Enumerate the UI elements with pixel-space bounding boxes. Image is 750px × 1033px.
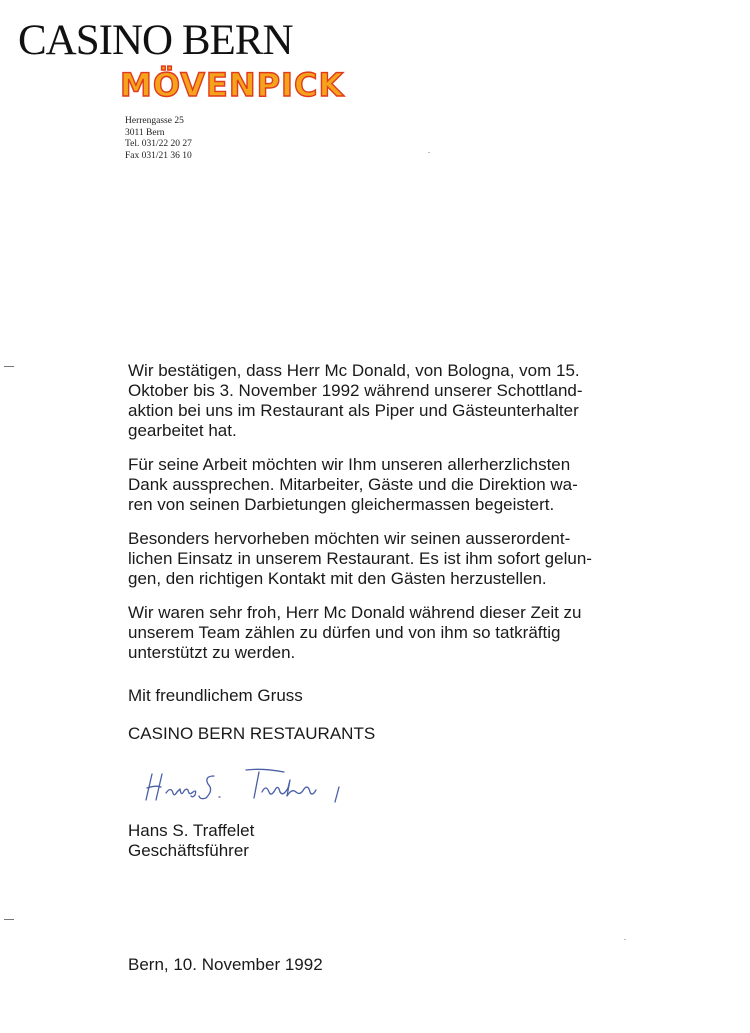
body-line: unserem Team zählen zu dürfen und von ihm so tatkräftig (128, 623, 561, 642)
letterhead-title: CASINO BERN (18, 17, 293, 64)
fold-mark-bottom (4, 919, 14, 920)
signer-name: Hans S. Traffelet (128, 821, 255, 840)
body-line: ren von seinen Darbietungen gleichermassen begeistert. (128, 495, 555, 514)
body-line: Besonders hervorheben möchten wir seinen ausserordent- (128, 529, 571, 548)
address-street: Herrengasse 25 (125, 116, 184, 126)
fold-mark-top (4, 366, 14, 367)
body-line: Dank aussprechen. Mitarbeiter, Gäste und die Direktion wa- (128, 475, 578, 494)
body-line: aktion bei uns im Restaurant als Piper und Gästeunterhalter (128, 401, 579, 420)
body-line: Wir waren sehr froh, Herr Mc Donald während dieser Zeit zu (128, 603, 582, 622)
closing-salutation: Mit freundlichem Gruss (128, 686, 303, 705)
signer-title: Geschäftsführer (128, 841, 249, 860)
letter-date: Bern, 10. November 1992 (128, 955, 323, 974)
body-line: gearbeitet hat. (128, 421, 237, 440)
letterhead-address (125, 116, 192, 162)
body-line: Wir bestätigen, dass Herr Mc Donald, von Bologna, vom 15. (128, 361, 580, 380)
body-line: unterstützt zu werden. (128, 643, 296, 662)
body-line: Oktober bis 3. November 1992 während unserer Schottland- (128, 381, 583, 400)
body-line: Für seine Arbeit möchten wir Ihm unseren allerherzlichsten (128, 455, 571, 474)
address-city: 3011 Bern (125, 127, 165, 138)
address-phone: Tel. 031/22 20 27 (125, 139, 192, 149)
signer-block (128, 821, 254, 861)
paper-speck (428, 152, 430, 153)
address-fax: Fax 031/21 36 10 (125, 150, 192, 161)
paragraph-appreciation (128, 603, 660, 663)
letter-body (128, 361, 660, 677)
handwritten-signature (142, 762, 382, 812)
movenpick-logo: MÖVENPICK (120, 66, 345, 104)
paper-speck (624, 939, 626, 940)
paragraph-highlight (128, 529, 660, 589)
body-line: gen, den richtigen Kontakt mit den Gästen herzustellen. (128, 569, 547, 588)
paragraph-thanks (128, 455, 660, 515)
paragraph-confirmation (128, 361, 660, 441)
body-line: lichen Einsatz in unserem Restaurant. Es ist ihm sofort gelun- (128, 549, 592, 568)
company-name: CASINO BERN RESTAURANTS (128, 724, 376, 743)
